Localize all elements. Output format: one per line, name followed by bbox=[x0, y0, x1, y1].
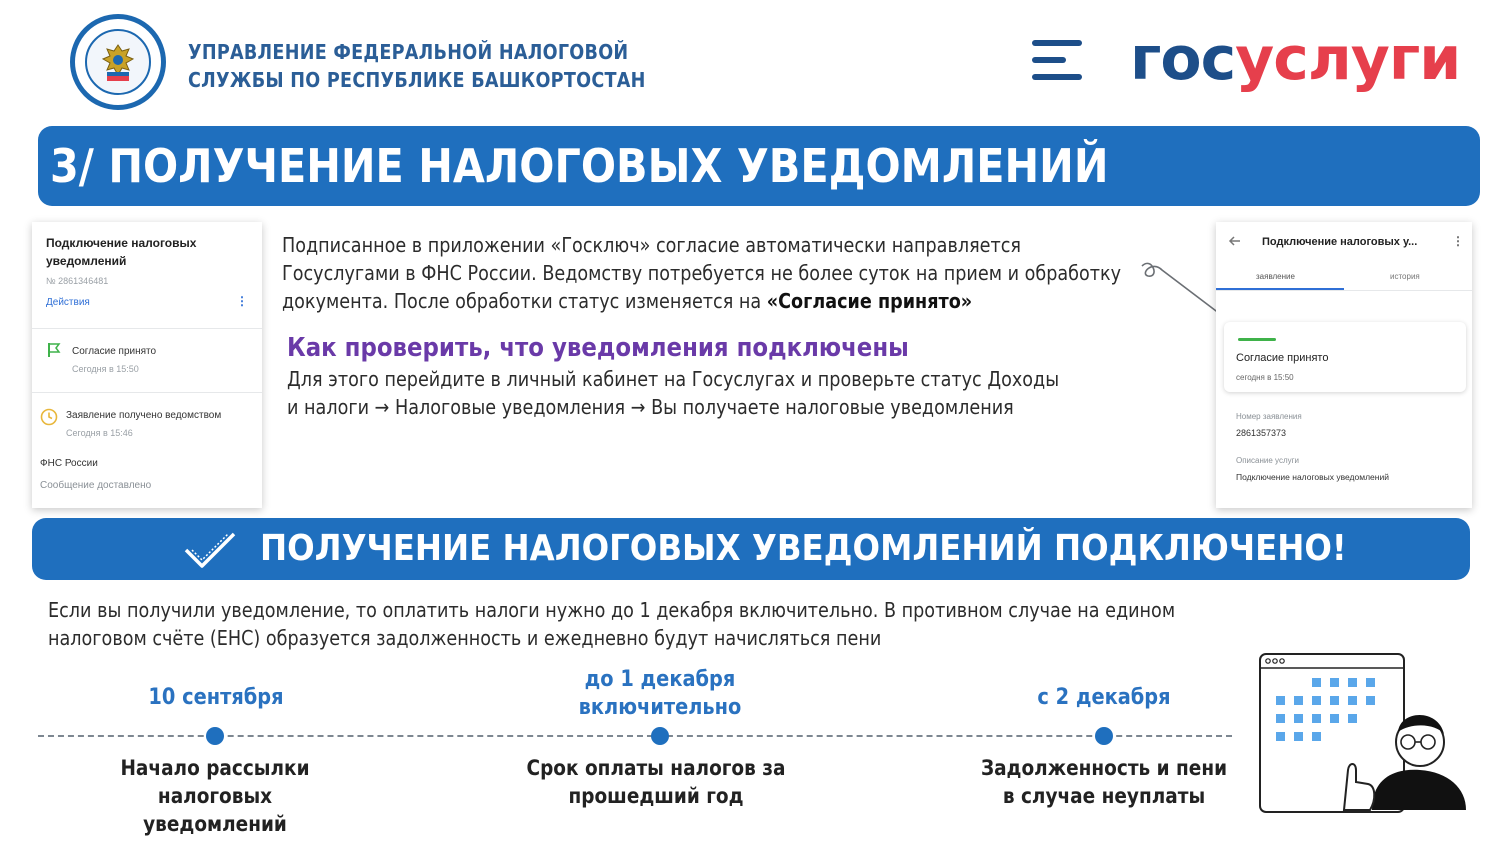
timeline-date-3 bbox=[972, 684, 1236, 712]
clock-icon bbox=[40, 408, 58, 426]
timeline-desc-2-line2: прошедший год bbox=[568, 784, 744, 808]
intro-status-bold: «Согласие принято» bbox=[766, 289, 973, 313]
how-to-check-text: Для этого перейдите в личный кабинет на Госуслугах и проверьте статус Доходы и налоги → Налоговые уведомления → Вы получаете налоговые уведомления bbox=[287, 367, 1060, 419]
fns-emblem-logo bbox=[70, 14, 166, 110]
sender-name: ФНС России bbox=[40, 458, 98, 469]
timeline-desc-1 bbox=[70, 754, 360, 838]
gosuslugi-logo-part2: услуги bbox=[1235, 24, 1461, 94]
divider bbox=[1216, 290, 1472, 291]
application-card-screenshot bbox=[32, 222, 262, 508]
how-to-check-title: Как проверить, что уведомления подключены bbox=[287, 333, 909, 363]
organization-name bbox=[188, 38, 646, 94]
intro-paragraph bbox=[282, 231, 1127, 315]
message-status: Сообщение доставлено bbox=[40, 480, 152, 491]
payment-note: Если вы получили уведомление, то оплатить налоги нужно до 1 декабря включительно. В противном случае на едином налоговом счёте (ЕНС) образуется задолженность и ежедневно будут начисляться пени bbox=[48, 598, 1176, 650]
checkmark-icon bbox=[182, 526, 238, 572]
timeline-desc-3-line1: Задолженность и пени bbox=[980, 756, 1228, 780]
intro-text: Подписанное в приложении «Госключ» согласие автоматически направляется Госуслугами в ФНС России. Ведомству потребуется не более суток на прием и обработку документа. После обработки статус изменяется на bbox=[282, 233, 1122, 313]
actions-link[interactable]: Действия bbox=[46, 297, 90, 308]
gosuslugi-logo bbox=[1130, 24, 1460, 94]
status-received: Заявление получено ведомством bbox=[66, 410, 222, 421]
timeline-desc-3 bbox=[959, 754, 1249, 810]
timeline-date-3-line1: с 2 декабря bbox=[1037, 685, 1171, 710]
tab-history[interactable]: история bbox=[1390, 272, 1420, 281]
divider bbox=[32, 392, 262, 393]
back-arrow-icon[interactable] bbox=[1228, 234, 1242, 248]
timeline-dot bbox=[651, 727, 669, 745]
screen-title: Подключение налоговых у... bbox=[1262, 236, 1418, 248]
application-number: № 2861346481 bbox=[46, 276, 109, 286]
org-name-line-2: СЛУЖБЫ ПО РЕСПУБЛИКЕ БАШКОРТОСТАН bbox=[188, 68, 646, 92]
service-description-label: Описание услуги bbox=[1236, 456, 1299, 465]
timeline-desc-1-line2: уведомлений bbox=[143, 812, 287, 836]
application-title: Подключение налоговых уведомлений bbox=[46, 236, 197, 268]
success-bar bbox=[32, 518, 1470, 580]
more-options-icon[interactable]: ⋮ bbox=[236, 294, 248, 308]
mobile-app-screenshot bbox=[1216, 222, 1472, 508]
org-name-line-1: УПРАВЛЕНИЕ ФЕДЕРАЛЬНОЙ НАЛОГОВОЙ bbox=[188, 40, 629, 64]
flag-icon bbox=[46, 342, 62, 358]
status-accepted-time: Сегодня в 15:50 bbox=[72, 364, 139, 374]
divider bbox=[32, 328, 262, 329]
timeline-date-1 bbox=[84, 684, 348, 712]
hamburger-icon bbox=[1030, 38, 1084, 82]
success-title: ПОЛУЧЕНИЕ НАЛОГОВЫХ УВЕДОМЛЕНИЙ ПОДКЛЮЧЕНО! bbox=[260, 528, 1347, 569]
status-time: сегодня в 15:50 bbox=[1236, 373, 1294, 382]
timeline-dot bbox=[206, 727, 224, 745]
timeline-dot bbox=[1095, 727, 1113, 745]
application-number-label: Номер заявления bbox=[1236, 412, 1302, 421]
timeline-date-2 bbox=[528, 666, 792, 722]
application-number-value: 2861357373 bbox=[1236, 428, 1287, 438]
section-title: 3/ ПОЛУЧЕНИЕ НАЛОГОВЫХ УВЕДОМЛЕНИЙ bbox=[50, 139, 1109, 193]
timeline-desc-3-line2: в случае неуплаты bbox=[1002, 784, 1206, 808]
more-options-icon[interactable]: ⋮ bbox=[1452, 234, 1464, 248]
status-received-time: Сегодня в 15:46 bbox=[66, 428, 133, 438]
timeline-desc-2 bbox=[511, 754, 801, 810]
tab-statement[interactable]: заявление bbox=[1256, 272, 1295, 281]
section-title-bar bbox=[38, 126, 1480, 206]
calendar-person-illustration bbox=[1252, 650, 1472, 815]
timeline-date-2-line1: до 1 декабря bbox=[584, 667, 736, 692]
timeline-date-1-line1: 10 сентября bbox=[148, 685, 284, 710]
timeline-date-2-line2: включительно bbox=[578, 695, 742, 720]
timeline-desc-2-line1: Срок оплаты налогов за bbox=[526, 756, 786, 780]
status-accepted: Согласие принято bbox=[1236, 352, 1329, 364]
status-accepted: Согласие принято bbox=[72, 346, 157, 357]
eagle-icon bbox=[85, 29, 151, 95]
timeline-desc-1-line1: Начало рассылки налоговых bbox=[120, 756, 310, 808]
gosuslugi-logo-part1: гос bbox=[1130, 24, 1236, 94]
status-card bbox=[1224, 322, 1466, 392]
status-progress-indicator bbox=[1238, 338, 1276, 341]
service-description-value: Подключение налоговых уведомлений bbox=[1236, 472, 1389, 482]
